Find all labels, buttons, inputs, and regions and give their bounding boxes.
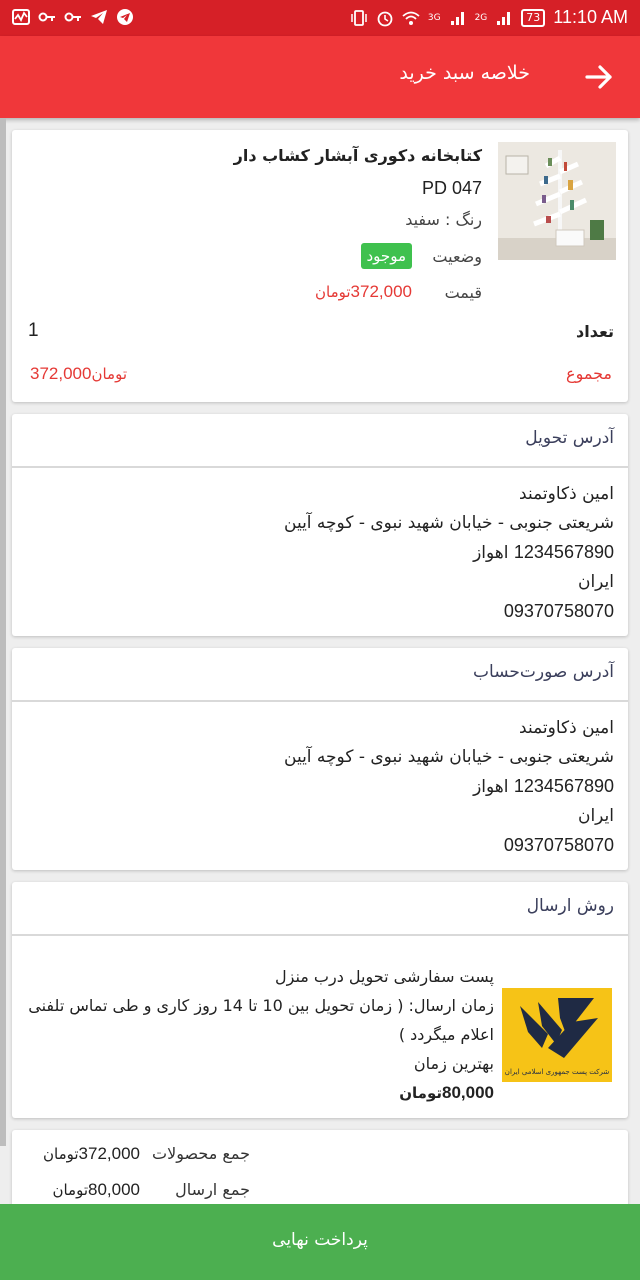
- totals-card: [12, 1130, 628, 1210]
- price-value: 372,000تومان: [315, 282, 412, 301]
- shipping-method-name: پست سفارشی تحویل درب منزل: [274, 967, 494, 986]
- billing-city: اهواز: [473, 777, 509, 797]
- shipping-best-time: بهترین زمان: [413, 1054, 494, 1073]
- shipping-total-unit: تومان: [52, 1181, 88, 1199]
- product-image[interactable]: [498, 142, 616, 260]
- status-bar: [0, 0, 640, 36]
- products-total-value: 372,000تومان: [43, 1144, 140, 1163]
- final-payment-button[interactable]: پرداخت نهایی: [0, 1204, 640, 1280]
- shipping-total-label: جمع ارسال: [175, 1180, 250, 1199]
- billing-address-title: آدرس صورت‌حساب: [12, 648, 628, 702]
- key-icon: [38, 8, 56, 26]
- shipping-details: [20, 962, 494, 1108]
- product-name[interactable]: کتابخانه دکوری آبشار کشاب دار: [233, 146, 482, 165]
- app-bar: [0, 36, 640, 118]
- billing-postal-city: [12, 772, 614, 802]
- shipping-method-title: روش ارسال: [12, 882, 628, 936]
- quantity-value: 1: [28, 320, 39, 341]
- status-label: وضعیت: [432, 246, 482, 266]
- wifi-icon: [402, 9, 420, 27]
- product-card: [12, 130, 628, 402]
- shipping-price: 80,000تومان: [399, 1083, 494, 1102]
- battery-indicator: 73: [521, 9, 545, 27]
- vibrate-icon: [350, 9, 368, 27]
- products-total-unit: تومان: [43, 1145, 79, 1163]
- price-unit: تومان: [315, 283, 351, 301]
- key-icon-2: [64, 8, 82, 26]
- shipping-price-unit: تومان: [399, 1084, 442, 1102]
- alarm-icon: [376, 9, 394, 27]
- billing-address-body: [12, 702, 628, 860]
- product-color: رنگ : سفید: [405, 210, 482, 229]
- delivery-city: اهواز: [473, 543, 509, 563]
- billing-name: امین ذکاوتمند: [519, 718, 614, 738]
- signal-icon-2: [495, 9, 513, 27]
- network-2g-label: 2G: [474, 12, 488, 23]
- product-details: [42, 144, 482, 310]
- delivery-postal: 1234567890: [513, 542, 614, 562]
- price-row: [42, 274, 482, 310]
- signal-icon: [449, 9, 467, 27]
- telegram-icon: [90, 8, 108, 26]
- delivery-address-body: [12, 468, 628, 626]
- quantity-label: تعداد: [576, 322, 614, 341]
- shipping-method-card[interactable]: [12, 882, 628, 1118]
- total-value: 372,000تومان: [30, 364, 127, 383]
- network-3g-label: 3G: [427, 12, 441, 23]
- bookshelf-illustration: [498, 142, 616, 260]
- total-unit: تومان: [91, 365, 127, 383]
- products-total-row: [20, 1144, 250, 1164]
- delivery-phone: 09370758070: [503, 601, 614, 621]
- product-code: PD 047: [421, 178, 482, 198]
- total-label: مجموع: [566, 364, 612, 383]
- stock-status-badge: موجود: [361, 243, 413, 269]
- billing-phone: 09370758070: [503, 835, 614, 855]
- products-total-label: جمع محصولات: [152, 1144, 250, 1163]
- shipping-total-value: 80,000تومان: [52, 1180, 140, 1199]
- status-icons-right: [350, 7, 628, 28]
- status-row: [42, 238, 482, 274]
- post-logo-caption: شرکت پست جمهوری اسلامی ایران: [504, 1068, 610, 1076]
- telegram-circle-icon: [116, 8, 134, 26]
- billing-postal: 1234567890: [513, 776, 614, 796]
- billing-street: شریعتی جنوبی - خیابان شهید نبوی - کوچه آیین: [284, 747, 614, 767]
- delivery-name: امین ذکاوتمند: [519, 484, 614, 504]
- scrollbar[interactable]: [0, 118, 6, 1146]
- status-time: 11:10 AM: [553, 7, 628, 27]
- billing-country: ایران: [577, 806, 614, 826]
- page-title: خلاصه سبد خرید: [399, 62, 530, 84]
- delivery-address-card[interactable]: [12, 414, 628, 636]
- delivery-postal-city: [12, 538, 614, 568]
- delivery-street: شریعتی جنوبی - خیابان شهید نبوی - کوچه آیین: [284, 513, 614, 533]
- delivery-address-title: آدرس تحویل: [12, 414, 628, 468]
- delivery-country: ایران: [577, 572, 614, 592]
- shipping-time-note: زمان ارسال: ( زمان تحویل بین 10 تا 14 روز کاری و طی تماس تلفنی اعلام میگردد ): [28, 996, 494, 1044]
- billing-address-card[interactable]: [12, 648, 628, 870]
- activity-icon: [12, 8, 30, 26]
- shipping-total-row: [20, 1180, 250, 1200]
- status-icons-left: [12, 8, 134, 26]
- back-arrow-icon[interactable]: [584, 62, 614, 92]
- post-company-logo: [502, 988, 612, 1082]
- price-label: قیمت: [444, 282, 482, 302]
